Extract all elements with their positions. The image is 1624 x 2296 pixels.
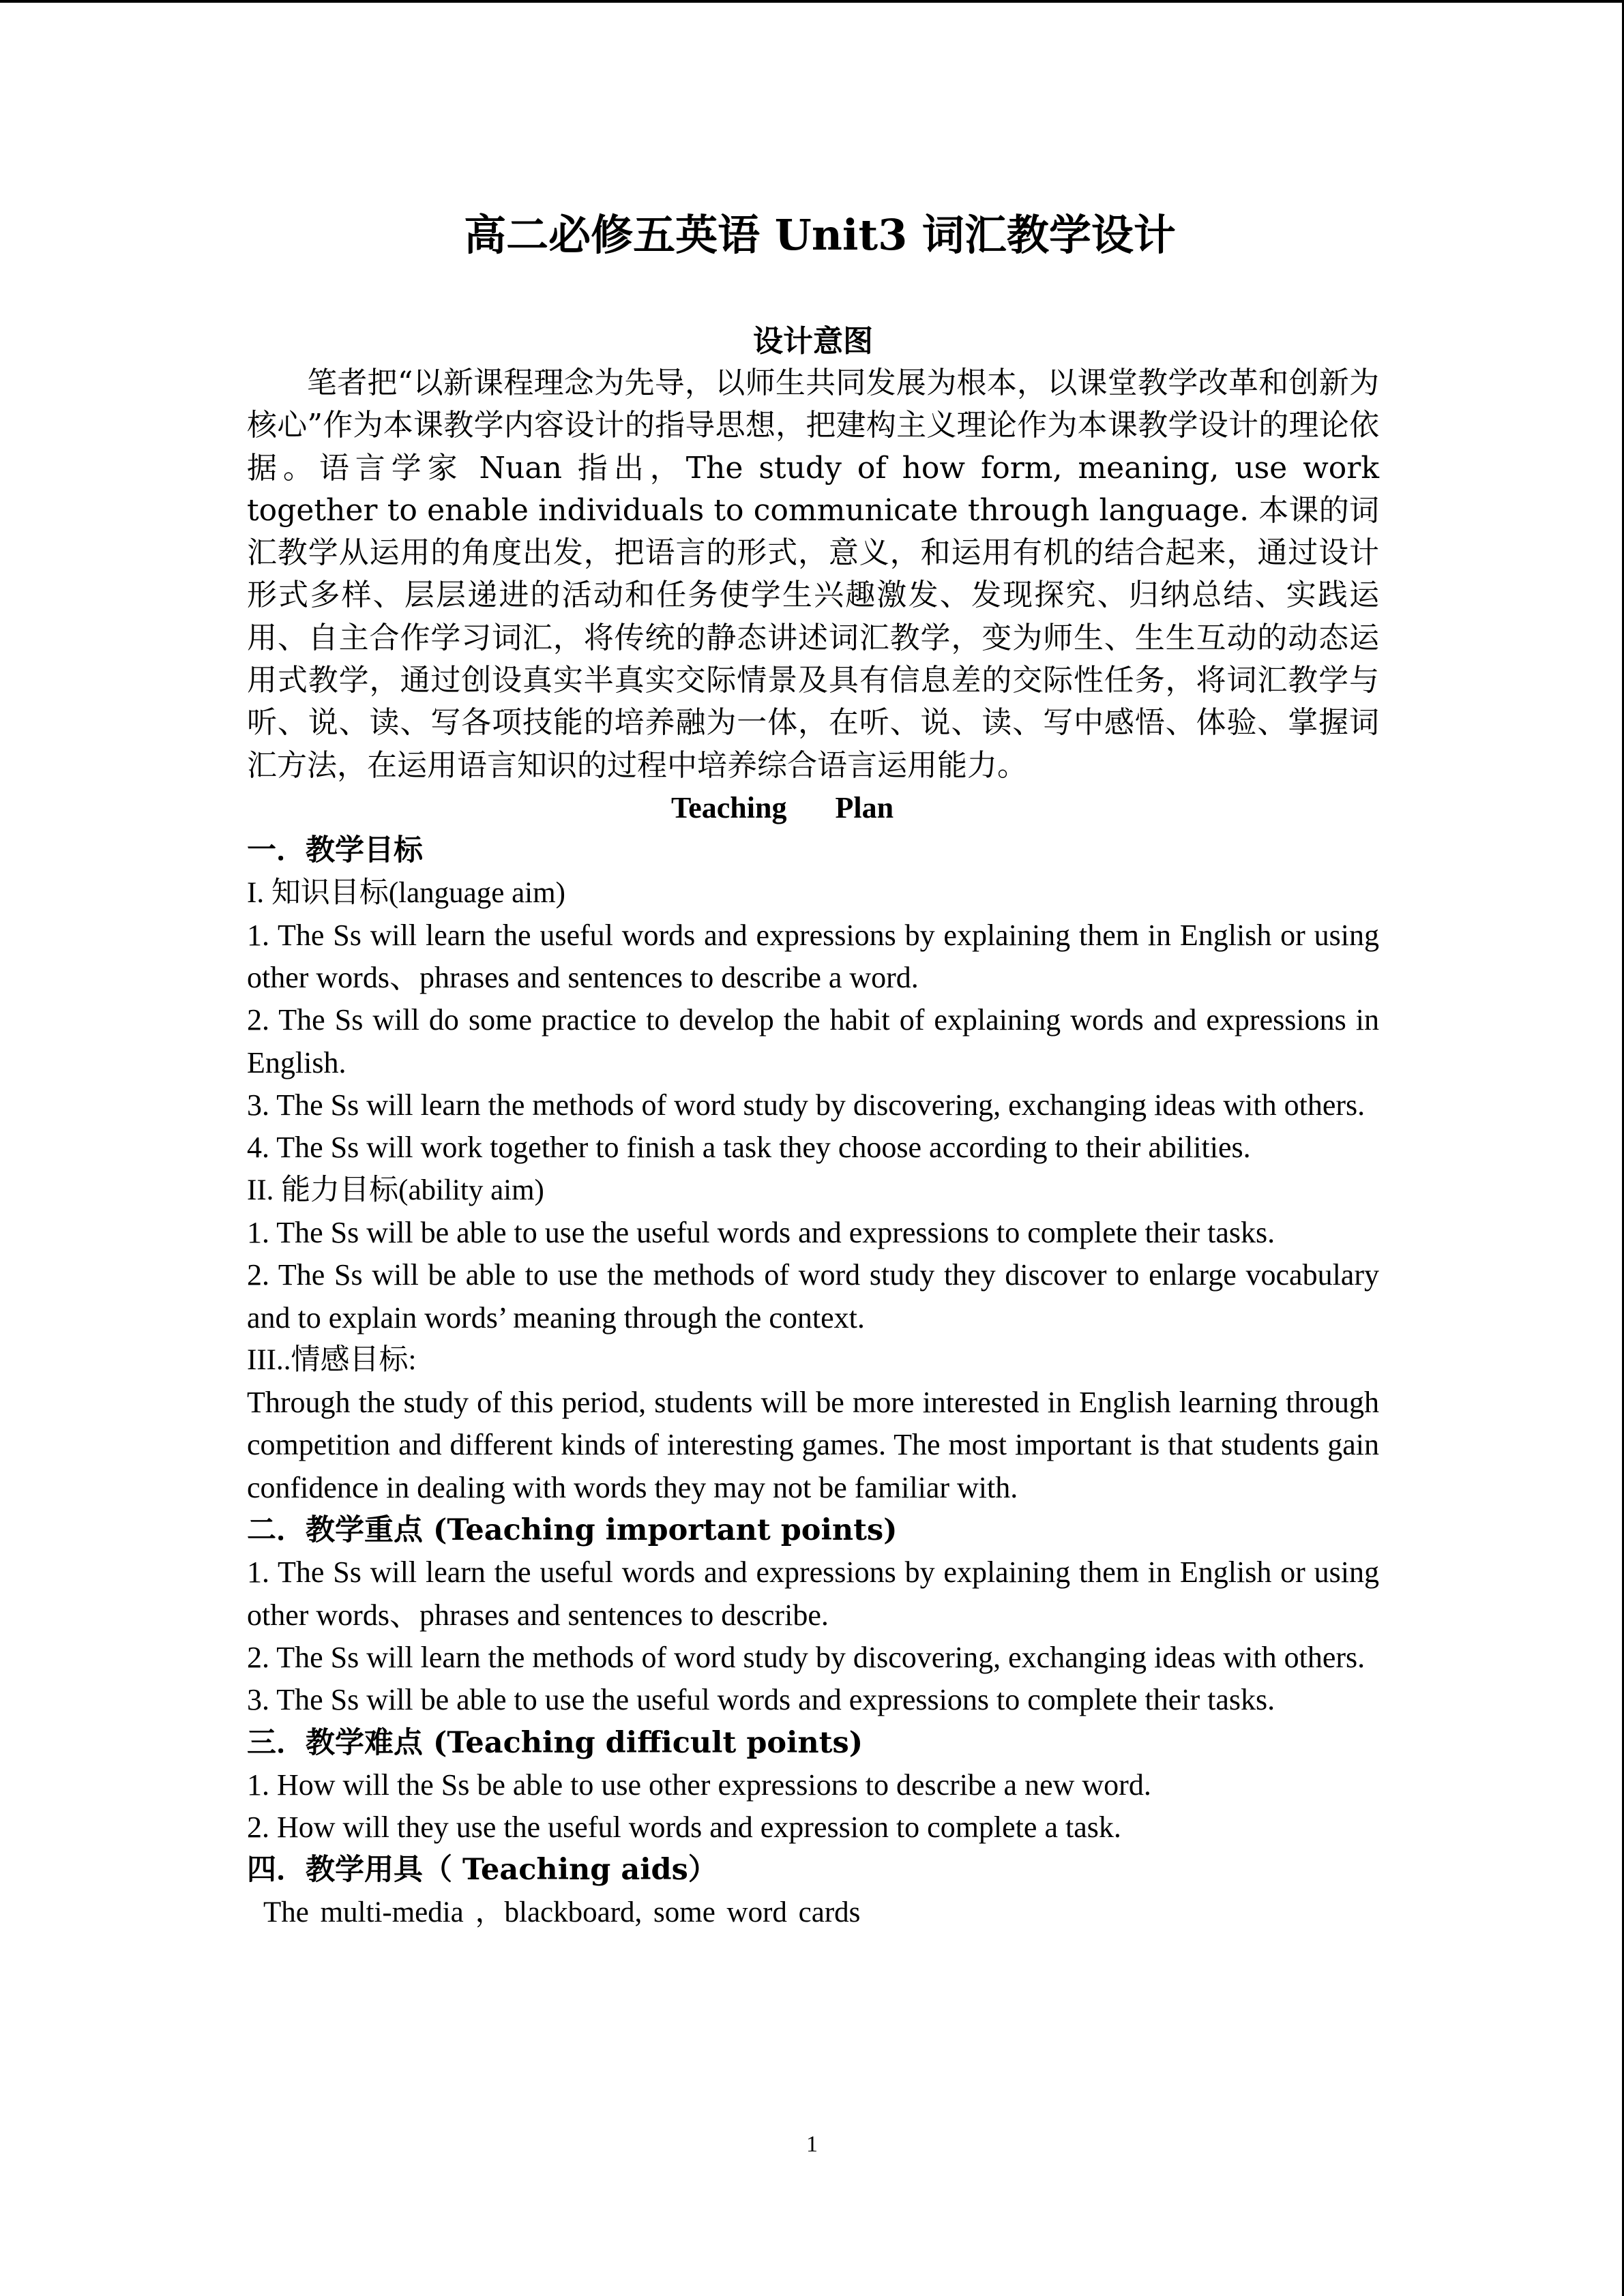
- difficult-point-item: 2. How will they use the useful words and expression to complete a task.: [247, 1810, 1121, 1845]
- design-intent-heading: 设计意图: [753, 324, 873, 359]
- section-heading-teaching-aids: 四．教学用具（ Teaching aids）: [247, 1853, 718, 1888]
- key-point-item: 2. The Ss will learn the methods of word study by discovering, exchanging ideas with others.: [247, 1640, 1365, 1674]
- knowledge-aim-item: 3. The Ss will learn the methods of word study by discovering, exchanging ideas with others.: [247, 1088, 1365, 1122]
- document-title: 高二必修五英语 Unit3 词汇教学设计: [464, 210, 1176, 260]
- emotion-aim-heading: III..情感目标:: [247, 1343, 417, 1376]
- page-top-border: [0, 0, 1624, 3]
- key-point-item: 1. The Ss will learn the useful words and expressions by explaining them in English or using other words、phrases and sentences to describe.: [247, 1555, 1379, 1632]
- page-number: 1: [806, 2132, 818, 2157]
- design-intent-paragraph: 笔者把“以新课程理念为先导，以师生共同发展为根本，以课堂教学改革和创新为核心”作为本课教学内容设计的指导思想，把建构主义理论作为本课教学设计的理论依据。语言学家 Nuan 指出，The study of how form, meaning, use work together to enable individuals to communicate through language. 本课的词汇教学从运用的角度出发，把语言的形式，意义，和运用有机的结合起来，通过设计形式多样、层层递进的活动和任务使学生兴趣激发、发现探究、归纳总结、实践运用、自主合作学习词汇，将传统的静态讲述词汇教学，变为师生、生生互动的动态运用式教学，通过创设真实半真实交际情景及具有信息差的交际性任务，将词汇教学与听、说、读、写各项技能的培养融为一体，在听、说、读、写中感悟、体验、掌握词汇方法，在运用语言知识的过程中培养综合语言运用能力。: [247, 366, 1379, 783]
- knowledge-aim-item: 4. The Ss will work together to finish a task they choose according to their abilities.: [247, 1131, 1251, 1165]
- ability-aim-item: 2. The Ss will be able to use the methods of word study they discover to enlarge vocabulary and to explain words’ meaning through the context.: [247, 1258, 1379, 1335]
- section-heading-key-points: 二．教学重点 (Teaching important points): [247, 1513, 898, 1548]
- document-body: [247, 208, 1379, 1934]
- teaching-aids-text: The multi-media ，blackboard, some word cards: [263, 1896, 861, 1928]
- ability-aim-item: 1. The Ss will be able to use the useful words and expressions to complete their tasks.: [247, 1215, 1275, 1249]
- knowledge-aim-item: 2. The Ss will do some practice to develop the habit of explaining words and expressions in English.: [247, 1003, 1379, 1079]
- ability-aim-heading: II. 能力目标(ability aim): [247, 1174, 544, 1206]
- emotion-aim-paragraph: Through the study of this period, students will be more interested in English learning through competition and different kinds of interesting games. The most important is that students gain confidence in dealing with words they may not be familiar with.: [247, 1386, 1379, 1504]
- teaching-plan-heading: Teaching Plan: [670, 790, 894, 824]
- knowledge-aim-heading: I. 知识目标(language aim): [247, 876, 565, 909]
- difficult-point-item: 1. How will the Ss be able to use other expressions to describe a new word.: [247, 1768, 1151, 1802]
- knowledge-aim-item: 1. The Ss will learn the useful words and expressions by explaining them in English or using other words、phrases and sentences to describe a word.: [247, 918, 1379, 995]
- section-heading-difficult-points: 三．教学难点 (Teaching difficult points): [247, 1725, 863, 1760]
- key-point-item: 3. The Ss will be able to use the useful words and expressions to complete their tasks.: [247, 1683, 1275, 1717]
- section-heading-objectives: 一．教学目标: [247, 833, 423, 868]
